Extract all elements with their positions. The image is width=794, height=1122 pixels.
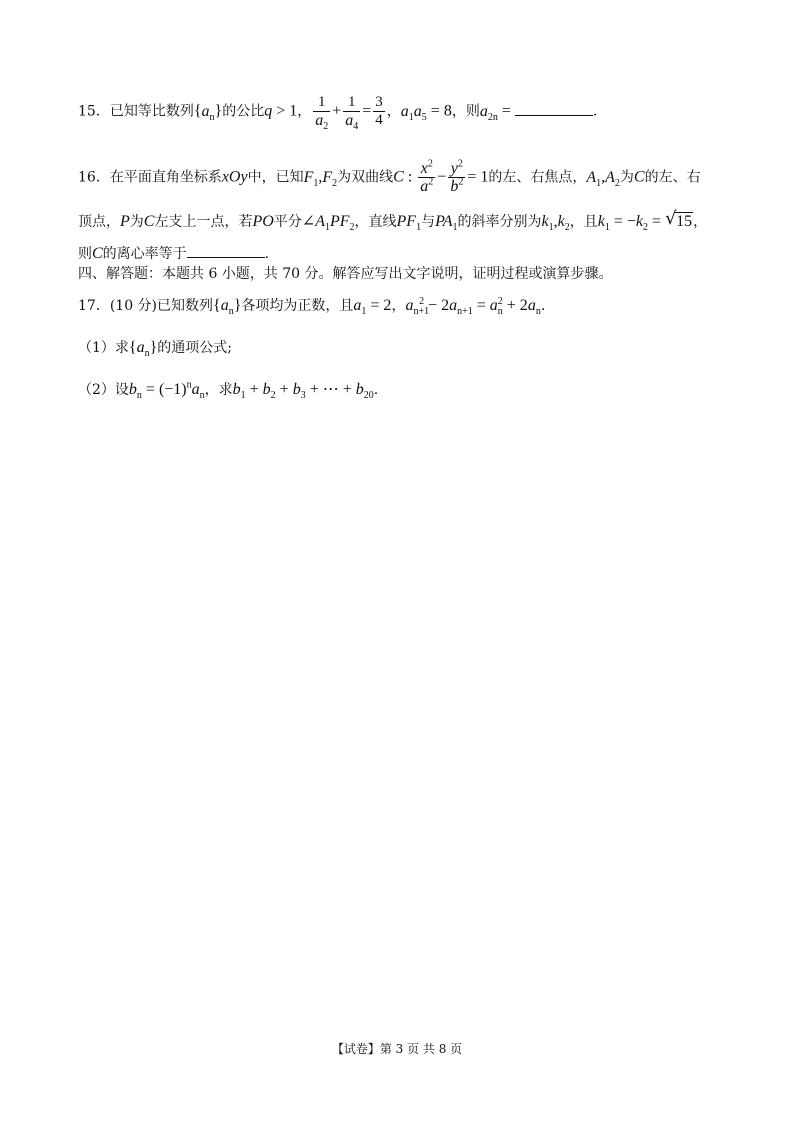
question-15-text-2: 的公比 (222, 103, 265, 120)
question-15-text-1: 已知等比数列 (109, 103, 194, 120)
question-16-text-3: 为双曲线 (337, 169, 394, 186)
question-17-part-1: （1）求$\{a_n\}$的通项公式; (78, 339, 233, 360)
question-16-text-2: 中，已知 (247, 169, 304, 186)
question-15-number: 15． (78, 103, 110, 120)
fraction-3-over-4: $\frac{3}{4}$ (375, 94, 383, 128)
question-16-text-7: 顶点， (78, 214, 120, 230)
question-16-text-1: 在平面直角坐标系 (109, 169, 222, 186)
page-footer: 【试卷】第 3 页 共 8 页 (331, 1042, 463, 1056)
answer-blank-15 (515, 101, 593, 116)
question-17-number: 17． (78, 298, 110, 314)
section-4-heading: 四、解答题：本题共 6 小题，共 70 分。解答应写出文字说明，证明过程或演算步骤。 (78, 266, 613, 282)
question-16-text-14: ，且 (569, 214, 598, 230)
sqrt-15: √ 15 (665, 208, 693, 230)
part-1-text-1: 求 (114, 340, 129, 356)
question-16-text-13: 的斜率分别为 (457, 214, 542, 230)
question-16-text-10: 平分 (273, 214, 302, 230)
question-16-text-11: ，直线 (354, 214, 397, 230)
part-2-label: （2） (78, 382, 115, 398)
question-15-text-3: ，则 (451, 103, 480, 120)
answer-blank-16 (187, 243, 265, 258)
fraction-x2-over-a2: $\frac{x^2}{a^2}$ (420, 158, 434, 195)
part-1-label: （1） (78, 340, 115, 356)
question-16-line-2: 顶点，P为C左支上一点，若PO平分$\angle A_1PF_2$，直线$PF_1$与$PA_1$的斜率分别为$k_1,k_2$，且$k_1 = -k_2$ = √ 15， (78, 208, 708, 234)
question-17-part-2: （2）设$b_n = (-1)^na_n$，求$b_1 + b_2 + b_3$ + ⋯ + $b_{20}$. (78, 379, 379, 402)
question-15: 15．已知等比数列$\{a_n\}$的公比q > 1， $\frac{1}{a_2}$ + $\frac{1}{a_4}$ = $\frac{3}{4}$ ，$a_1a_5 = 8$，则$a_{2n}$ = . (78, 94, 598, 133)
question-16-line-3: 则C的离心率等于 . (78, 245, 270, 262)
question-16-number: 16． (78, 169, 110, 186)
question-17-text-1: 已知数列 (157, 298, 214, 314)
part-2-text-1: 设 (114, 382, 129, 398)
question-16-text-6: 的左、右 (644, 169, 701, 186)
part-1-text-2: 的通项公式; (157, 340, 233, 356)
question-16-text-9: 左支上一点，若 (154, 214, 253, 230)
question-16-text-12: 与 (421, 214, 436, 230)
question-16-text-15: 则 (78, 246, 92, 262)
fraction-1-over-a2: $\frac{1}{a_2}$ (315, 94, 329, 133)
question-17-points: (10 分) (109, 298, 158, 314)
fraction-1-over-a4: $\frac{1}{a_4}$ (345, 94, 359, 133)
question-16-text-16: 的离心率等于 (102, 246, 187, 262)
part-2-text-2: ，求 (204, 382, 233, 398)
question-16-text-8: 为 (129, 214, 144, 230)
question-17-text-2: 各项均为正数，且 (241, 298, 354, 314)
fraction-y2-over-b2: $\frac{y^2}{b^2}$ (450, 158, 464, 195)
question-16-line-1: 16．在平面直角坐标系xOy中，已知$F_1,F_2$为双曲线C : $\frac{x^2}{a^2}$ − $\frac{y^2}{b^2}$ = 1的左、右焦点，$A_1,A_2$为C的左、右 (78, 158, 701, 195)
question-16-text-4: 的左、右焦点， (488, 169, 587, 186)
question-16-text-5: 为 (619, 169, 634, 186)
question-17: 17．(10 分)已知数列$\{a_n\}$各项均为正数，且$a_1 = 2$，$a_{n+1}^2 - 2a_{n+1} = a_n^2 + 2a_n$. (78, 295, 546, 318)
